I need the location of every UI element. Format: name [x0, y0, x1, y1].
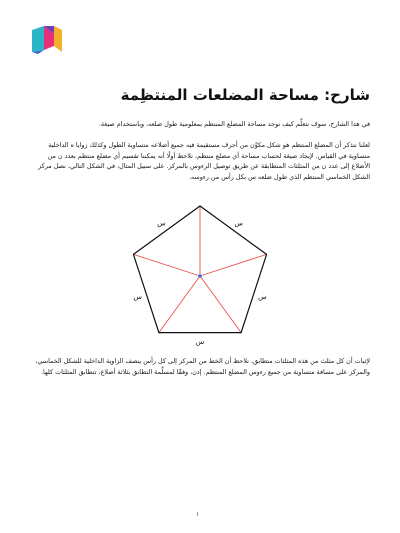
nagwa-logo [30, 24, 64, 54]
paragraph-1: لعلنا نتذكر أن المضلع المنتظم هو شكل مكوَّن من أحرف مستقيمة فيه جميع أضلاعه متساوية الطول وكذلك زوايا ه الداخلية متساوية في القياس. لإيجاد صيغة لحساب مساحة أي مضلع منتظم، نلاحظ أولًا أنه يمكننا تقسيم أي مضلع منتظم بعدد ن من الأضلاع إلى عدد ن من المثلثات المتطابقة عن طريق توصيل الرءوس بالمركز. على سبيل المثال، في الشكل التالي، نصل مركز الشكل الخماسي المنتظم الذي طول ضلعه س بكل رأس من رءوسه. [38, 141, 370, 181]
pentagon-figure [110, 198, 290, 348]
pentagon-center-point [198, 274, 202, 278]
pentagon-spoke [159, 276, 200, 333]
page-title: شارح: مساحة المضلعات المنتظِمة [120, 86, 370, 104]
pentagon-spoke [200, 276, 241, 333]
side-label: س [258, 292, 267, 301]
page-number: ١ [196, 511, 200, 518]
side-label: س [234, 219, 243, 228]
intro-text: في هذا الشارح، سوف نتعلَّم كيف نوجد مساحة المضلع المنتظم بمعلومية طول ضلعه، وباستخدام صيغة. [98, 120, 370, 128]
side-label: س [195, 338, 205, 347]
pentagon-spoke [200, 254, 267, 276]
side-label: س [157, 219, 166, 228]
pentagon-spoke [133, 254, 200, 276]
side-label: س [133, 292, 142, 301]
pentagon-spokes [133, 206, 266, 333]
paragraph-2: لإثبات أن كل مثلث من هذه المثلثات متطابق، نلاحظ أن الخط من المركز إلى كل رأس ينصف الزاوية الداخلية للشكل الخماسي، والمركز على مسافة متساوية من جميع رءوس المضلع المنتظم. إذن، وفقًا لمسلَّمة التطابق بثلاثة أضلاع، تتطابق المثلثات كلها. [35, 357, 370, 376]
